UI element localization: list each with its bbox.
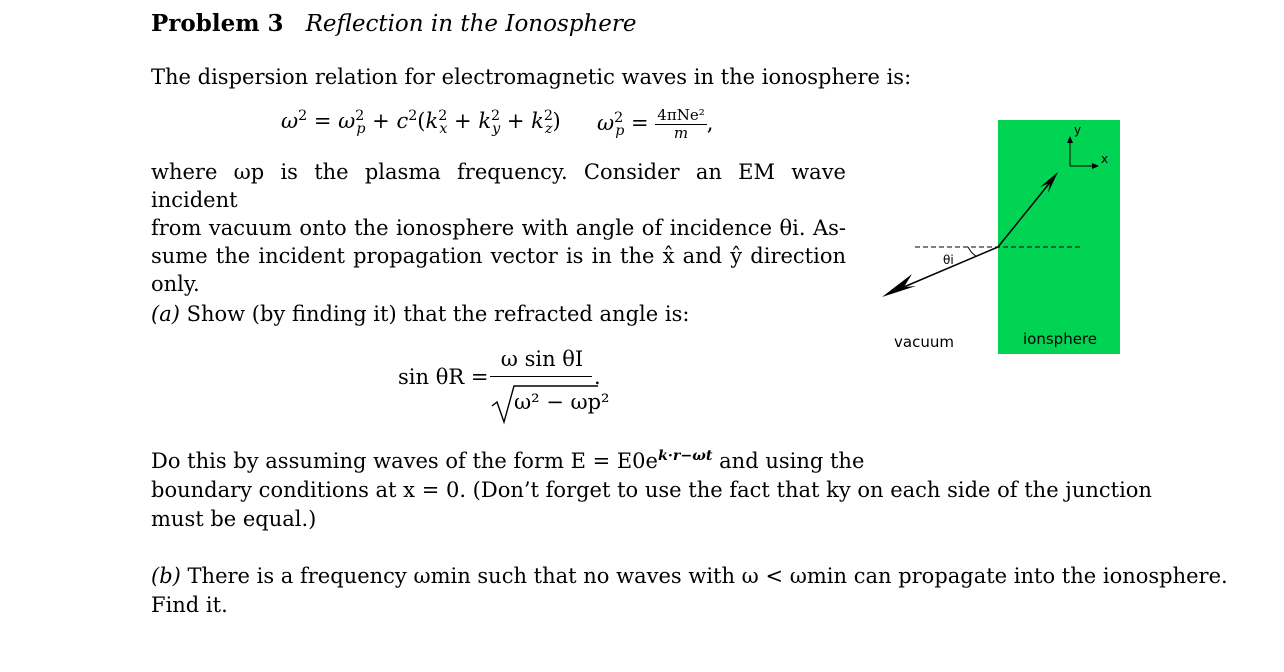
- angle-label: θi: [943, 253, 954, 267]
- problem-label: Problem 3: [151, 10, 284, 37]
- do-this-line-2: boundary conditions at x = 0. (Don’t forget to use the fact that ky on each side of the junction: [151, 478, 1152, 502]
- angle-arc: [968, 247, 976, 256]
- problem-heading: [151, 10, 637, 37]
- where-line-2: from vacuum onto the ionosphere with angle of incidence θi. As-: [151, 216, 846, 240]
- plasma-fraction: [655, 107, 706, 142]
- y-axis-label: y: [1074, 123, 1082, 137]
- refraction-denominator: ω² − ωp²: [514, 390, 610, 414]
- where-line-4: only.: [151, 272, 200, 296]
- part-b-text: There is a frequency ωmin such that no waves with ω < ωmin can propagate into the ionosphere.: [187, 564, 1228, 588]
- where-paragraph: [151, 158, 846, 298]
- refraction-fraction-bar: [490, 376, 592, 377]
- plasma-fraction-denominator: m: [673, 124, 689, 142]
- part-b-line-1: [151, 562, 1228, 590]
- refraction-lhs: sin θR =: [398, 365, 489, 389]
- part-b-line-2: Find it.: [151, 593, 228, 617]
- problem-title: Reflection in the Ionosphere: [305, 11, 637, 37]
- do-this-line-1: [151, 447, 864, 475]
- dispersion-equation: $\omega^2 = \omega^2_p + c^2(k^2_x + k^2_y + k^2_z)$: [281, 108, 561, 138]
- do-this-text-end: and using the: [712, 449, 865, 473]
- part-b-label: (b): [151, 564, 181, 588]
- plasma-fraction-numerator: 4πNe²: [657, 106, 705, 124]
- ionosphere-label: ionsphere: [1023, 330, 1097, 348]
- intro-text: The dispersion relation for electromagnetic waves in the ionosphere is:: [151, 65, 912, 89]
- where-line-3: sume the incident propagation vector is in the x̂ and ŷ direction: [151, 244, 846, 268]
- plasma-frequency-equation: $\omega^2_p$ = $\frac{\text{4πNe²}}{m}$ ,: [597, 106, 714, 142]
- do-this-line-3: must be equal.): [151, 507, 317, 531]
- equation-comma: ,: [706, 111, 714, 135]
- refraction-period: .: [594, 365, 601, 389]
- where-line-1: where ωp is the plasma frequency. Consider an EM wave incident: [151, 160, 846, 212]
- incident-arrowhead: [882, 274, 916, 297]
- wave-exponent: k·r−ωt: [657, 448, 713, 464]
- refraction-numerator: ω sin θI: [500, 347, 584, 371]
- do-this-text: Do this by assuming waves of the form E = E0e: [151, 449, 658, 473]
- part-a-text: Show (by finding it) that the refracted angle is:: [186, 302, 690, 326]
- x-axis-label: x: [1101, 152, 1109, 166]
- refraction-diagram: [870, 110, 1130, 360]
- part-a-statement: [151, 300, 689, 328]
- vacuum-label: vacuum: [894, 333, 954, 351]
- part-a-label: (a): [151, 302, 180, 326]
